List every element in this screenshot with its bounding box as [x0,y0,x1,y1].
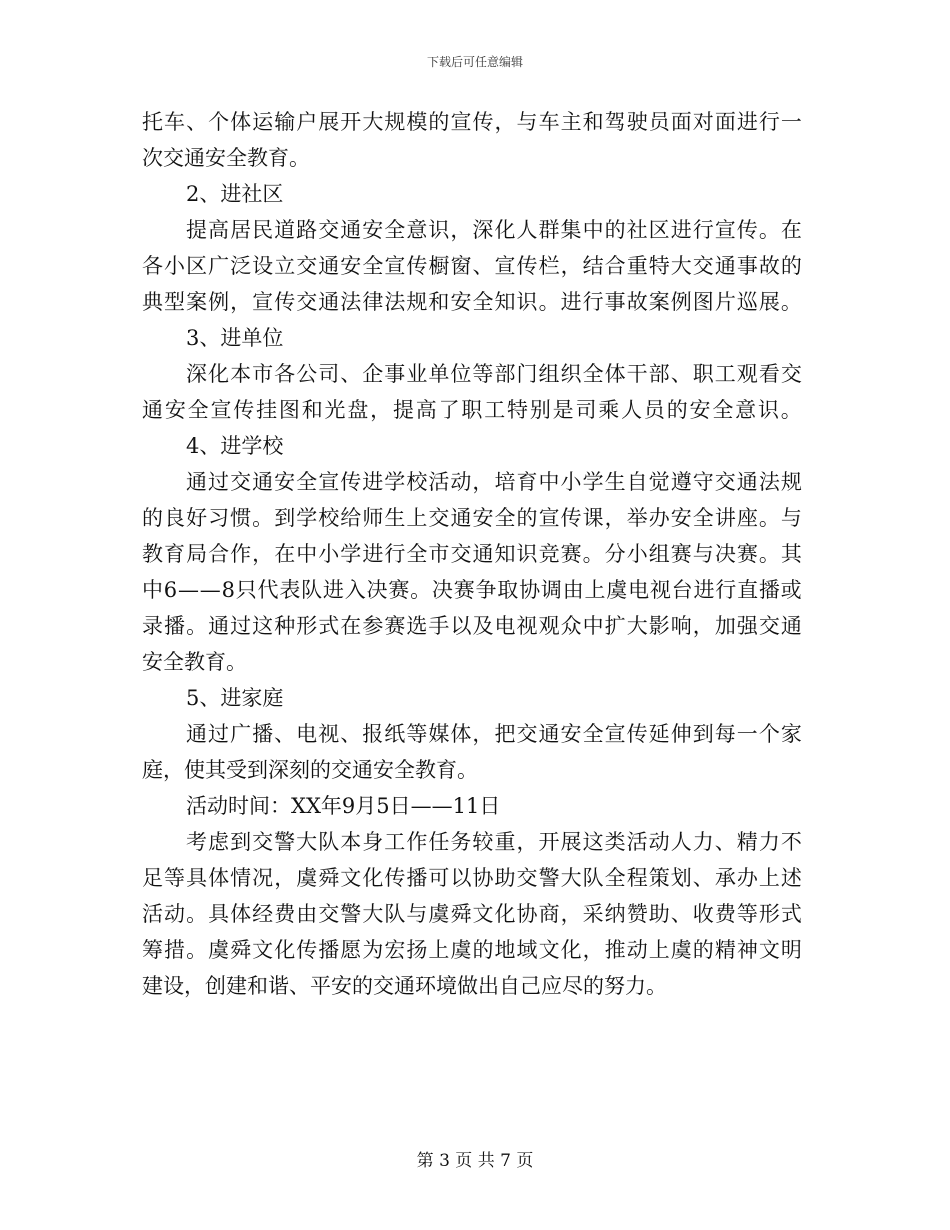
section-heading: 3、进单位 [186,326,284,350]
text-line: 活 动 。 具 体 经 费 由 交 警 大 队 与 虞 舜 文 化 协 商 ， 采 纳 赞 助 、 收 费 等 形 式 [142,902,802,926]
text-line: 次交通安全教育。 [142,146,310,170]
text-line: 典 型 案 例 ， 宣 传 交 通 法 律 法 规 和 安 全 知 识 。 进 行 事 故 案 例 图 片 巡 展 。 [142,290,802,314]
text-line: 通 过 广 播 、 电 视 、 报 纸 等 媒 体 ， 把 交 通 安 全 宣 传 延 伸 到 每 一 个 家 [186,722,802,746]
text-line: 筹 措 。 虞 舜 文 化 传 播 愿 为 宏 扬 上 虞 的 地 域 文 化 ， 推 动 上 虞 的 精 神 文 明 [142,938,802,962]
text-line: 深 化 本 市 各 公 司 、 企 事 业 单 位 等 部 门 组 织 全 体 干 部 、 职 工 观 看 交 [186,362,802,386]
text-line: 教 育 局 合 作 ， 在 中 小 学 进 行 全 市 交 通 知 识 竞 赛 。 分 小 组 赛 与 决 赛 。 其 [142,542,802,566]
section-heading: 4、进学校 [186,434,284,458]
activity-time-line: 活动时间：XX年9月5日——11日 [186,794,501,818]
text-line: 托 车 、 个 体 运 输 户 展 开 大 规 模 的 宣 传 ， 与 车 主 和 驾 驶 员 面 对 面 进 行 一 [142,110,802,134]
text-line: 通 过 交 通 安 全 宣 传 进 学 校 活 动 ， 培 育 中 小 学 生 自 觉 遵 守 交 通 法 规 [186,470,802,494]
page-number-footer: 第 3 页 共 7 页 [416,1151,534,1171]
page-header-note: 下载后可任意编辑 [426,55,523,69]
text-line: 的 良 好 习 惯 。 到 学 校 给 师 生 上 交 通 安 全 的 宣 传 课 ， 举 办 安 全 讲 座 。 与 [142,506,802,530]
document-body [142,104,802,1004]
text-line: 足 等 具 体 情 况 ， 虞 舜 文 化 传 播 可 以 协 助 交 警 大 队 全 程 策 划 、 承 办 上 述 [142,866,802,890]
text-line: 建设，创建和谐、平安的交通环境做出自己应尽的努力。 [142,974,667,998]
text-line: 中 6 — — 8 只 代 表 队 进 入 决 赛 。 决 赛 争 取 协 调 由 上 虞 电 视 台 进 行 直 播 或 [142,578,802,602]
section-heading: 2、进社区 [186,182,284,206]
text-line: 通 安 全 宣 传 挂 图 和 光 盘 ， 提 高 了 职 工 特 别 是 司 乘 人 员 的 安 全 意 识 。 [142,398,802,422]
text-line: 考 虑 到 交 警 大 队 本 身 工 作 任 务 较 重 ， 开 展 这 类 活 动 人 力 、 精 力 不 [186,830,802,854]
text-line: 提 高 居 民 道 路 交 通 安 全 意 识 ， 深 化 人 群 集 中 的 社 区 进 行 宣 传 。 在 [186,218,802,242]
section-heading: 5、进家庭 [186,686,284,710]
text-line: 安全教育。 [142,650,247,674]
text-line: 录 播 。 通 过 这 种 形 式 在 参 赛 选 手 以 及 电 视 观 众 中 扩 大 影 响 ， 加 强 交 通 [142,614,802,638]
text-line: 各 小 区 广 泛 设 立 交 通 安 全 宣 传 橱 窗 、 宣 传 栏 ， 结 合 重 特 大 交 通 事 故 的 [142,254,802,278]
text-line: 庭，使其受到深刻的交通安全教育。 [142,758,478,782]
